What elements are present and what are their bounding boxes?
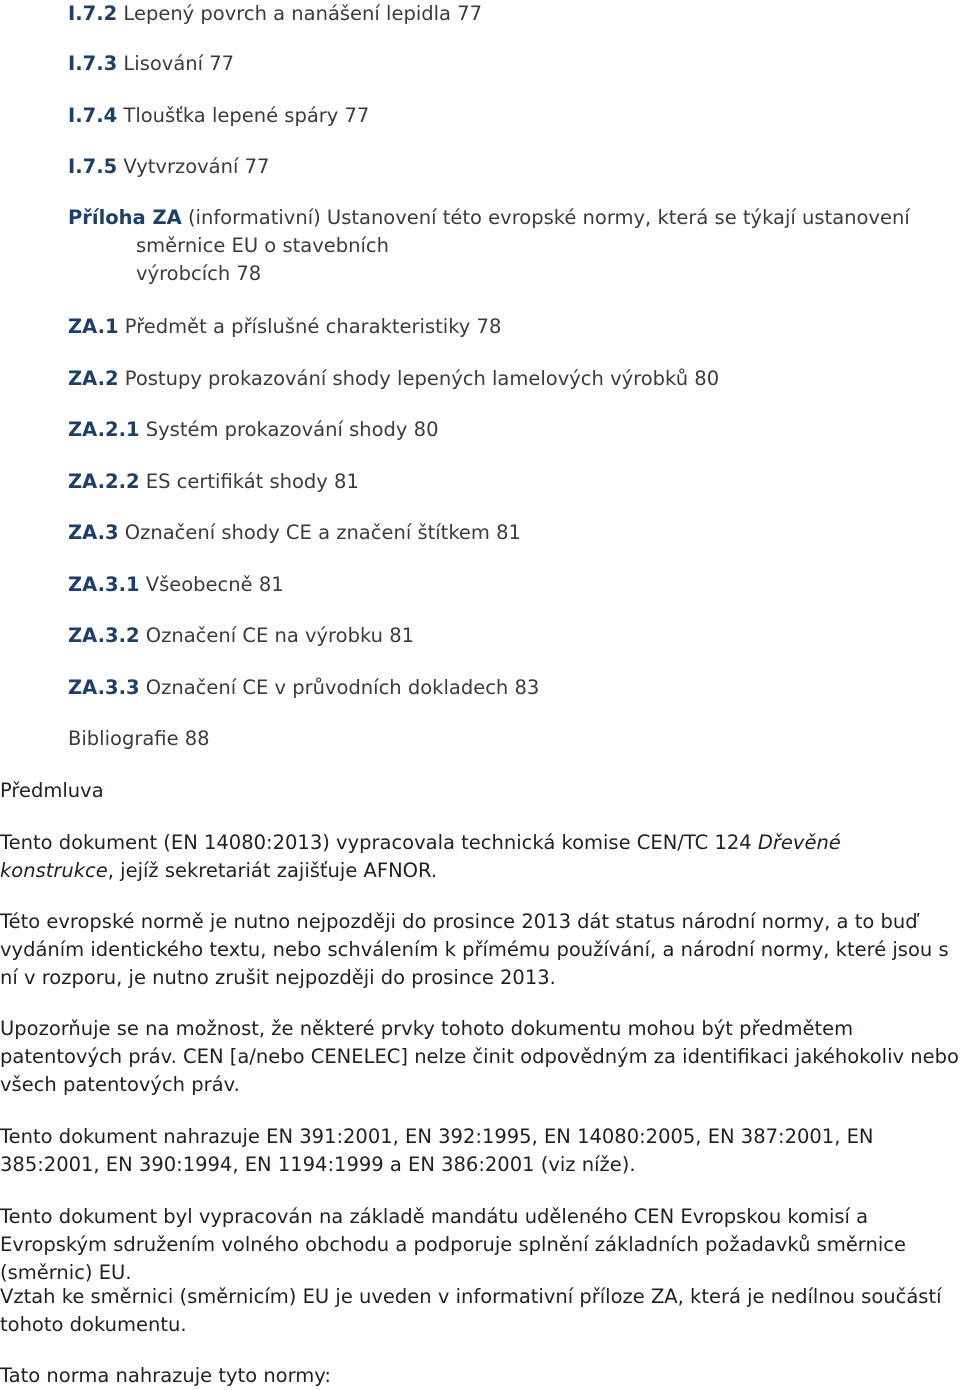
foreword-paragraph-7: Tato norma nahrazuje tyto normy: (0, 1364, 331, 1387)
toc-entry-number: I.7.5 (68, 155, 118, 178)
toc-entry-za-2-1[interactable] (68, 416, 438, 444)
foreword-paragraph-5: Tento dokument byl vypracován na základě mandátu uděleného CEN Evropskou komisí a Evropským sdružením volného obchodu a podporuje splnění základních požadavků směrnice (směrnic) EU. (0, 1205, 906, 1284)
toc-entry-title-continuation: směrnice EU o stavebních (136, 234, 389, 257)
toc-entry-title: Označení shody CE a značení štítkem 81 (124, 521, 521, 544)
toc-entry-title: (informativní) Ustanovení této evropské normy, která se týkají ustanovení (187, 206, 910, 229)
toc-entry-title: Vytvrzování 77 (123, 155, 270, 178)
toc-entry-title-continuation: výrobcích 78 (136, 262, 262, 285)
toc-entry-i-7-2[interactable] (68, 0, 482, 28)
toc-entry-za-2[interactable] (68, 365, 719, 393)
toc-entry-number: ZA.1 (68, 315, 119, 338)
toc-entry-za-3[interactable] (68, 519, 521, 547)
toc-entry-number: ZA.3 (68, 521, 119, 544)
toc-entry-za-3-1[interactable] (68, 571, 284, 599)
toc-entry-number: ZA.2.2 (68, 470, 140, 493)
toc-entry-title: Lepený povrch a nanášení lepidla 77 (123, 2, 482, 25)
toc-entry-za-1[interactable] (68, 313, 501, 341)
toc-entry-za-2-2[interactable] (68, 468, 359, 496)
toc-entry-title: Lisování 77 (123, 52, 235, 75)
foreword-paragraph-1 (0, 829, 960, 885)
foreword-heading: Předmluva (0, 779, 104, 802)
committee-name: Dřevěné konstrukce (0, 831, 841, 882)
toc-entry-title: Předmět a příslušné charakteristiky 78 (124, 315, 502, 338)
toc-entry-number: I.7.4 (68, 104, 118, 127)
toc-entry-title: Označení CE v průvodních dokladech 83 (145, 676, 540, 699)
foreword-paragraph-4: Tento dokument nahrazuje EN 391:2001, EN 392:1995, EN 14080:2005, EN 387:2001, EN 385:2001, EN 390:1994, EN 1194:1999 a EN 386:2001 (viz níže). (0, 1125, 874, 1176)
toc-entry-number: I.7.2 (68, 2, 118, 25)
toc-entry-title: Bibliografie 88 (68, 727, 210, 750)
toc-entry-i-7-5[interactable] (68, 153, 269, 181)
toc-entry-number: I.7.3 (68, 52, 118, 75)
toc-entry-number: ZA.3.1 (68, 573, 140, 596)
toc-entry-bibliography[interactable] (68, 725, 210, 753)
toc-entry-number: ZA.2 (68, 367, 119, 390)
toc-entry-za-3-3[interactable] (68, 674, 539, 702)
foreword-paragraph-6: Vztah ke směrnici (směrnicím) EU je uveden v informativní příloze ZA, která je nedílnou součástí tohoto dokumentu. (0, 1285, 942, 1336)
toc-entry-title: Postupy prokazování shody lepených lamelových výrobků 80 (124, 367, 720, 390)
toc-entry-number: ZA.3.2 (68, 624, 140, 647)
toc-entry-title: Systém prokazování shody 80 (145, 418, 439, 441)
toc-entry-title: Označení CE na výrobku 81 (145, 624, 415, 647)
toc-entry-number: ZA.3.3 (68, 676, 140, 699)
foreword-paragraph-2: Této evropské normě je nutno nejpozději do prosince 2013 dát status národní normy, a to buď vydáním identického textu, nebo schválením k přímému používání, a národní normy, které jsou s ní v rozporu, je nutno zrušit nejpozději do prosince 2013. (0, 910, 949, 989)
toc-entry-title: ES certifikát shody 81 (145, 470, 359, 493)
foreword-paragraph-3: Upozorňuje se na možnost, že některé prvky tohoto dokumentu mohou být předmětem patentových práv. CEN [a/nebo CENELEC] nelze činit odpovědným za identifikaci jakéhokoliv nebo všech patentových práv. (0, 1017, 959, 1096)
toc-entry-i-7-3[interactable] (68, 50, 234, 78)
toc-entry-number: ZA.2.1 (68, 418, 140, 441)
toc-entry-za-3-2[interactable] (68, 622, 414, 650)
toc-entry-i-7-4[interactable] (68, 102, 369, 130)
paragraph-text: , jejíž sekretariát zajišťuje AFNOR. (107, 859, 438, 882)
toc-entry-title: Tloušťka lepené spáry 77 (123, 104, 370, 127)
toc-entry-annex-za[interactable] (68, 204, 928, 288)
toc-entry-title: Všeobecně 81 (145, 573, 284, 596)
toc-entry-number: Příloha ZA (68, 206, 182, 229)
paragraph-text: Tento dokument (EN 14080:2013) vypracovala technická komise CEN/TC 124 (0, 831, 758, 854)
